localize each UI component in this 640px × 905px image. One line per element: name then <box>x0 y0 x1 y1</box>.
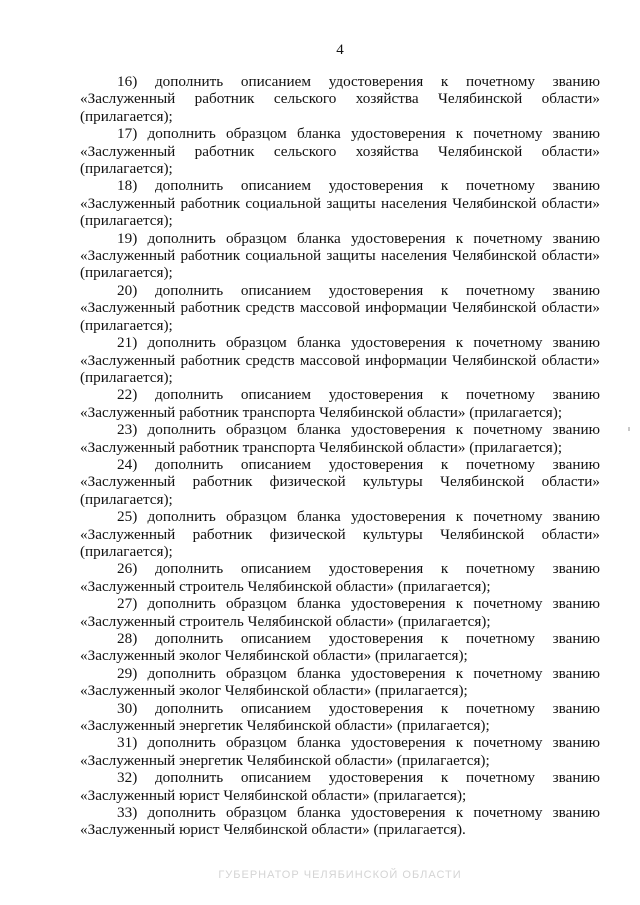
paragraph-25: 25) дополнить образцом бланка удостоверения к почетному званию «Заслуженный работник физической культуры Челябинской области» (прилагается); <box>80 508 600 560</box>
page-number: 4 <box>336 42 344 58</box>
paragraph-19: 19) дополнить образцом бланка удостоверения к почетному званию «Заслуженный работник социальной защиты населения Челябинской области» (прилагается); <box>80 229 600 282</box>
paragraph-20: 20) дополнить описанием удостоверения к почетному званию «Заслуженный работник средств массовой информации Челябинской области» (прилагается); <box>80 281 600 334</box>
paragraph-30: 30) дополнить описанием удостоверения к почетному званию «Заслуженный энергетик Челябинской области» (прилагается); <box>80 699 600 735</box>
footer-watermark: ГУБЕРНАТОР ЧЕЛЯБИНСКОЙ ОБЛАСТИ <box>218 869 462 881</box>
paragraph-26: 26) дополнить описанием удостоверения к почетному званию «Заслуженный строитель Челябинской области» (прилагается); <box>80 560 600 595</box>
paragraph-29: 29) дополнить образцом бланка удостоверения к почетному званию «Заслуженный эколог Челябинской области» (прилагается); <box>80 664 600 700</box>
paragraph-16: 16) дополнить описанием удостоверения к почетному званию «Заслуженный работник сельского хозяйства Челябинской области» (прилагается); <box>80 73 600 125</box>
scan-margin-mark <box>628 427 630 431</box>
paragraph-18: 18) дополнить описанием удостоверения к почетному званию «Заслуженный работник социальной защиты населения Челябинской области» (прилагается); <box>80 177 600 230</box>
paragraph-24: 24) дополнить описанием удостоверения к почетному званию «Заслуженный работник физической культуры Челябинской области» (прилагается); <box>80 455 600 508</box>
paragraph-27: 27) дополнить образцом бланка удостоверения к почетному званию «Заслуженный строитель Челябинской области» (прилагается); <box>80 595 600 630</box>
paragraph-22: 22) дополнить описанием удостоверения к почетному званию «Заслуженный работник транспорта Челябинской области» (прилагается); <box>80 386 600 421</box>
paragraph-33: 33) дополнить образцом бланка удостоверения к почетному званию «Заслуженный юрист Челябинской области» (прилагается). <box>80 804 600 839</box>
paragraph-31: 31) дополнить образцом бланка удостоверения к почетному званию «Заслуженный энергетик Челябинской области» (прилагается); <box>80 734 600 769</box>
paragraph-32: 32) дополнить описанием удостоверения к почетному званию «Заслуженный юрист Челябинской области» (прилагается); <box>80 769 600 804</box>
paragraph-23: 23) дополнить образцом бланка удостоверения к почетному званию «Заслуженный работник транспорта Челябинской области» (прилагается); <box>80 421 600 456</box>
paragraph-17: 17) дополнить образцом бланка удостоверения к почетному званию «Заслуженный работник сельского хозяйства Челябинской области» (прилагается); <box>80 125 600 178</box>
document-body <box>80 73 600 839</box>
paragraph-21: 21) дополнить образцом бланка удостоверения к почетному званию «Заслуженный работник средств массовой информации Челябинской области» (прилагается); <box>80 334 600 386</box>
paragraph-28: 28) дополнить описанием удостоверения к почетному званию «Заслуженный эколог Челябинской области» (прилагается); <box>80 630 600 665</box>
